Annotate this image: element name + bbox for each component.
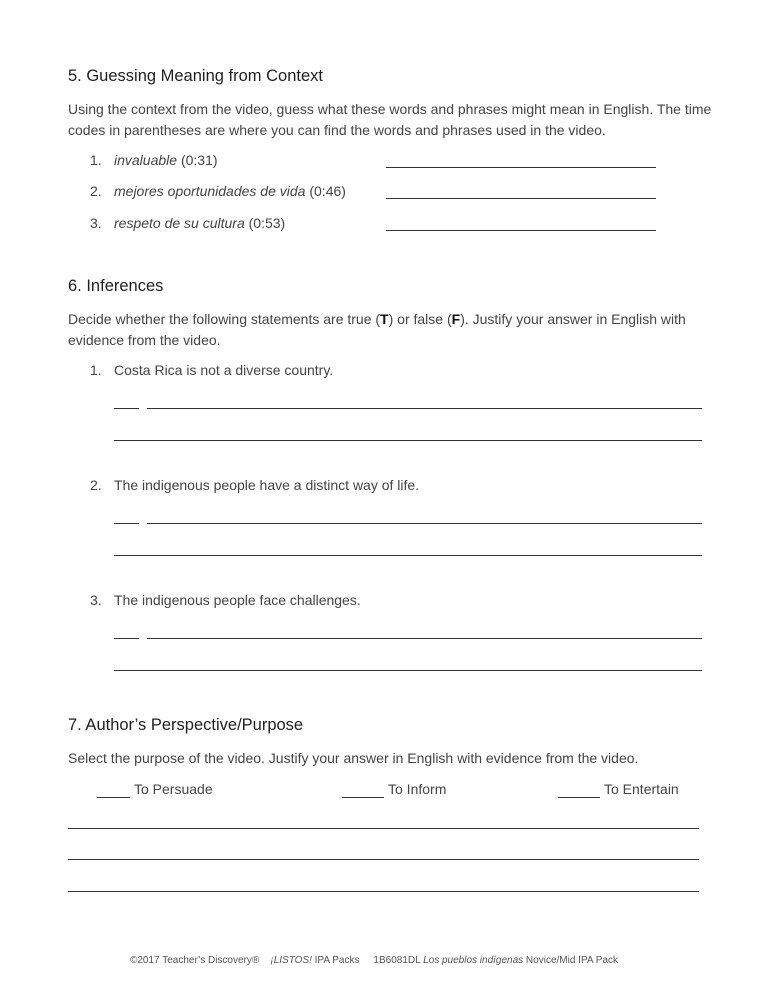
section-6-instructions: Decide whether the following statements are true (T) or false (F). Justify your answer in English with evidence from the video.	[68, 311, 686, 348]
false-letter: F	[451, 311, 461, 327]
list-item	[90, 183, 346, 199]
item-number: 2.	[90, 183, 102, 199]
item-number: 3.	[90, 592, 102, 608]
option-blank-persuade[interactable]	[97, 797, 130, 798]
section-7-instructions: Select the purpose of the video. Justify your answer in English with evidence from the video.	[68, 750, 639, 766]
list-item	[90, 215, 285, 231]
list-item	[90, 362, 333, 378]
answer-line[interactable]	[386, 198, 656, 199]
footer: ©2017 Teacher’s Discovery® ¡LISTOS! IPA Packs 1B6081DL Los pueblos indígenas Novice/Mid IPA Pack	[130, 955, 619, 966]
item-time: (0:53)	[244, 215, 286, 231]
answer-line[interactable]	[386, 167, 656, 168]
footer-copyright: ©2017 Teacher’s Discovery®	[130, 955, 260, 966]
section-7-title: 7. Author’s Perspective/Purpose	[68, 716, 304, 734]
item-term: mejores oportunidades de vida	[114, 183, 306, 199]
item-statement: The indigenous people face challenges.	[114, 592, 361, 608]
option-blank-entertain[interactable]	[558, 797, 600, 798]
footer-series: ¡LISTOS!	[270, 955, 312, 966]
list-item	[90, 477, 419, 493]
item-number: 3.	[90, 215, 102, 231]
true-false-blank[interactable]	[114, 638, 139, 639]
answer-line[interactable]	[147, 638, 702, 639]
answer-line[interactable]	[114, 440, 702, 441]
true-false-blank[interactable]	[114, 523, 139, 524]
list-item	[90, 152, 218, 168]
item-number: 1.	[90, 362, 102, 378]
item-statement: Costa Rica is not a diverse country.	[114, 362, 334, 378]
item-time: (0:46)	[305, 183, 346, 199]
true-letter: T	[380, 311, 389, 327]
section-5-title: 5. Guessing Meaning from Context	[68, 67, 323, 85]
option-inform-label: To Inform	[388, 781, 447, 797]
answer-line[interactable]	[68, 891, 699, 892]
item-statement: The indigenous people have a distinct way of life.	[114, 477, 420, 493]
answer-line[interactable]	[147, 408, 702, 409]
option-persuade-label: To Persuade	[134, 781, 213, 797]
section-5-instructions: Using the context from the video, guess what these words and phrases might mean in English. The time codes in parentheses are where you can find the words and phrases used in the video.	[68, 101, 712, 138]
item-number: 1.	[90, 152, 102, 168]
footer-code: 1B6081DL	[373, 955, 424, 966]
true-false-blank[interactable]	[114, 408, 139, 409]
section-6-title: 6. Inferences	[68, 277, 164, 295]
answer-line[interactable]	[68, 859, 699, 860]
answer-line[interactable]	[68, 828, 699, 829]
answer-line[interactable]	[114, 670, 702, 671]
item-term: respeto de su cultura	[114, 215, 245, 231]
answer-line[interactable]	[147, 523, 702, 524]
option-entertain-label: To Entertain	[604, 781, 679, 797]
footer-pack-title: Los pueblos indígenas	[423, 955, 524, 966]
answer-line[interactable]	[114, 555, 702, 556]
option-blank-inform[interactable]	[342, 797, 384, 798]
answer-line[interactable]	[386, 230, 656, 231]
list-item	[90, 592, 361, 608]
item-time: (0:31)	[177, 152, 218, 168]
item-number: 2.	[90, 477, 102, 493]
item-term: invaluable	[114, 152, 178, 168]
